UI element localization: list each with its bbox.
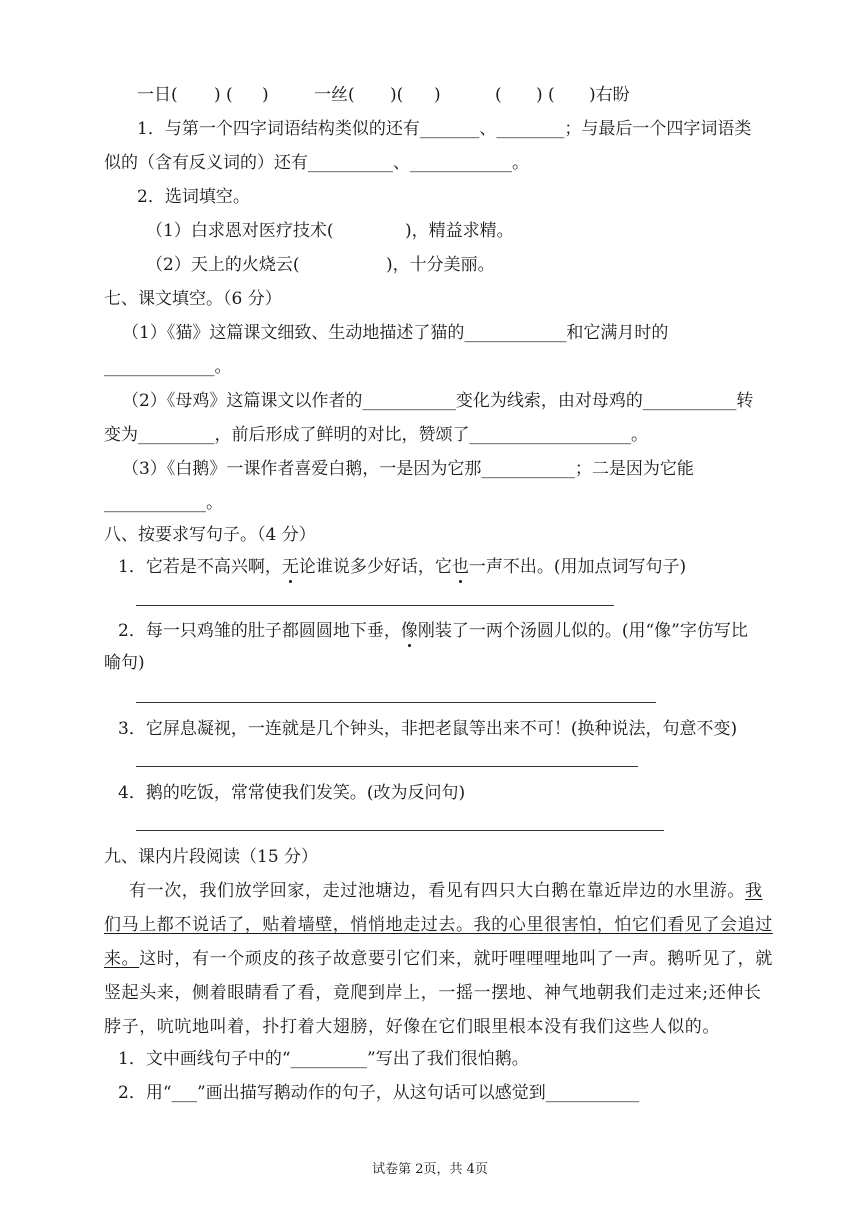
sec7-line4: 变为_________，前后形成了鲜明的对比，赞颂了___________________。 (104, 425, 648, 445)
sec7-line6: ____________。 (104, 493, 223, 513)
sec8-q2 (118, 620, 748, 642)
q6-2-title: 2．选词填空。 (137, 187, 250, 207)
passage-line-1 (129, 880, 763, 902)
passage-line-5: 脖子，吭吭地叫着，扑打着大翅膀，好像在它们眼里根本没有我们这些人似的。 (104, 1017, 720, 1037)
dotted-word-2: 也 (451, 557, 469, 577)
passage-line-3-text: 这时，有一个顽皮的孩子故意要引它们来，就吁哩哩哩地叫了一声。鹅听见了，就 (139, 949, 773, 969)
sec7-line3: （2）《母鸡》这篇课文以作者的___________变化为线索，由对母鸡的___________转 (122, 391, 754, 411)
underlined-sentence-mid: 们马上都不说话了，贴着墙壁，悄悄地走过去。我的心里很害怕，怕它们看见了会追过 (104, 915, 773, 935)
sec8-q1 (118, 556, 686, 578)
idiom-3-mid: ) ( (536, 85, 555, 105)
sec9-q2: 2．用“___”画出描写鹅动作的句子，从这句话可以感觉到___________ (118, 1083, 640, 1103)
passage-line-3 (104, 948, 773, 970)
idiom-3-end: )右盼 (589, 85, 630, 105)
q6-2-s2-start: （2）天上的火烧云( (146, 255, 300, 275)
sec8-q2-cont: 喻句) (104, 653, 145, 673)
sec7-line2: _____________。 (104, 357, 232, 377)
sec9-heading: 九、课内片段阅读（15 分） (104, 847, 319, 867)
sec8-q4: 4．鹅的吃饭，常常使我们发笑。(改为反问句) (118, 783, 466, 803)
idiom-1-end: ) (262, 85, 269, 105)
sec8-q1-part-a: 1．它若是不高兴啊， (118, 557, 282, 577)
passage-line-4: 竖起头来，侧着眼睛看了看，竟爬到岸上，一摇一摆地、神气地朝我们走过来;还伸长 (104, 983, 762, 1003)
sec8-heading: 八、按要求写句子。（4 分） (104, 525, 316, 545)
sec7-line1: （1）《猫》这篇课文细致、生动地描述了猫的____________和它满月时的 (122, 323, 669, 343)
idiom-2-mid: )( (390, 85, 404, 105)
dotted-word-1: 无 (281, 557, 299, 577)
sec8-q1-part-c: 一声不出。(用加点词写句子) (468, 557, 687, 577)
idiom-1-mid: ) ( (214, 85, 233, 105)
underlined-sentence-end: 来。 (104, 949, 140, 969)
idiom-2-start: 一丝( (314, 85, 355, 105)
answer-line-4 (136, 830, 664, 831)
answer-line-1 (136, 605, 614, 606)
q6-2-s1-end: )，精益求精。 (405, 221, 514, 241)
idiom-2-end: ) (434, 85, 441, 105)
page-footer: 试卷第 2页，共 4页 (372, 1162, 488, 1177)
sec7-heading: 七、课文填空。（6 分） (104, 289, 282, 309)
dotted-word-3: 像 (400, 621, 418, 641)
answer-line-2 (136, 702, 656, 703)
q6-2-s1-start: （1）白求恩对医疗技术( (146, 221, 334, 241)
answer-line-3 (136, 766, 638, 767)
sec8-q3: 3．它屏息凝视，一连就是几个钟头，非把老鼠等出来不可！(换种说法，句意不变) (118, 719, 738, 739)
q6-1-line1: 1．与第一个四字词语结构类似的还有_______、________；与最后一个四字词语类 (137, 119, 752, 139)
q6-2-s2-end: )，十分美丽。 (386, 255, 495, 275)
idiom-3-start: ( (495, 85, 502, 105)
idiom-1-start: 一日( (137, 85, 178, 105)
sec8-q2-part-a: 2．每一只鸡雏的肚子都圆圆地下垂， (118, 621, 401, 641)
underlined-sentence-start: 我 (745, 881, 763, 901)
passage-line-1-text: 有一次，我们放学回家，走过池塘边，看见有四只大白鹅在靠近岸边的水里游。 (129, 881, 745, 901)
sec9-q1: 1．文中画线句子中的“_________”写出了我们很怕鹅。 (118, 1049, 529, 1069)
sec8-q2-part-b: 刚装了一两个汤圆儿似的。(用“像”字仿写比 (417, 621, 748, 641)
sec7-line5: （3）《白鹅》一课作者喜爱白鹅，一是因为它那___________；二是因为它能 (122, 459, 694, 479)
q6-1-line2: 似的（含有反义词的）还有__________、____________。 (104, 153, 529, 173)
sec8-q1-part-b: 论谁说多少好话，它 (298, 557, 452, 577)
